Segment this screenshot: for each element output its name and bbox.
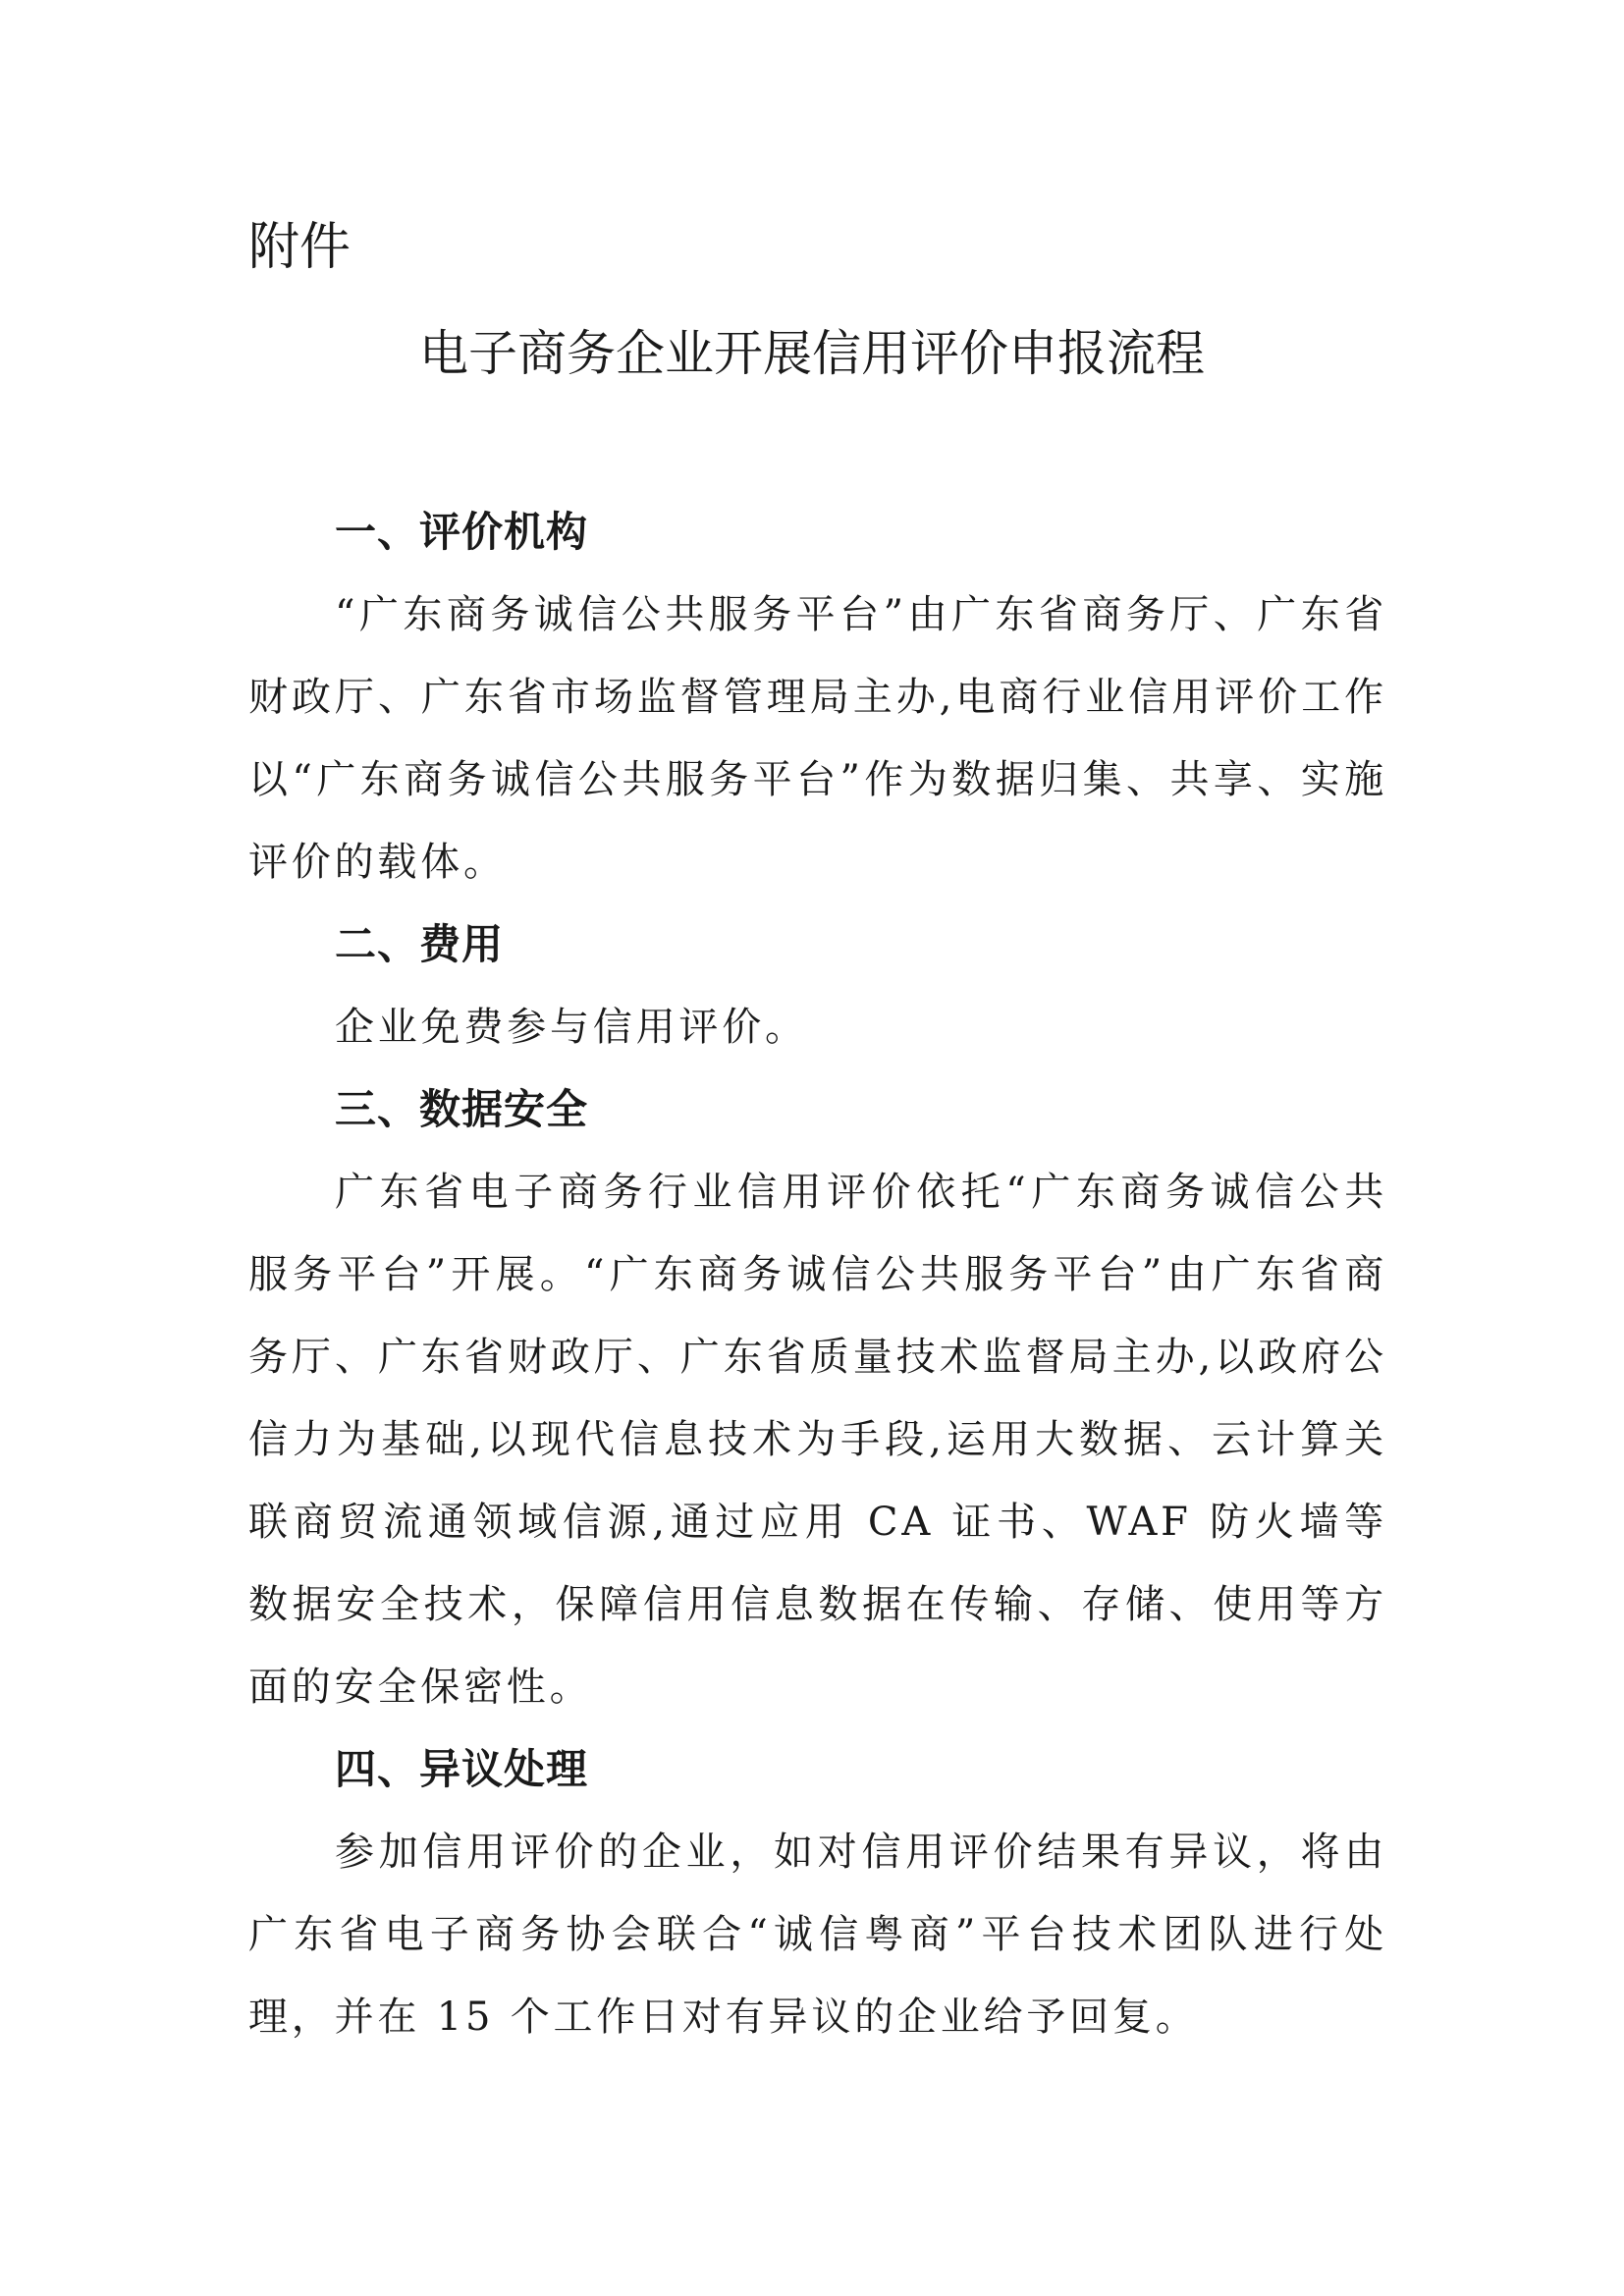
document-title: 电子商务企业开展信用评价申报流程 [419,325,1205,382]
attachment-label: 附件 [248,218,352,277]
document-body [248,491,1387,2058]
section-heading-fees: 二、费用 [335,920,505,968]
section-heading-data-security: 三、数据安全 [335,1085,589,1133]
section-heading-objection-handling: 四、异议处理 [335,1745,589,1793]
section-paragraph-data-security: 广东省电子商务行业信用评价依托“广东商务诚信公共服务平台”开展。“广东商务诚信公共服务平台”由广东省商务厅、广东省财政厅、广东省质量技术监督局主办,以政府公信力为基础,以现代信息技术为手段,运用大数据、云计算关联商贸流通领域信源,通过应用 CA 证书、WAF 防火墙等数据安全技术，保障信用信息数据在传输、存储、使用等方面的安全保密性。 [248,1170,1387,1710]
section-heading-evaluation-agency: 一、评价机构 [335,508,589,556]
section-paragraph-fees: 企业免费参与信用评价。 [335,1005,808,1050]
section-paragraph-evaluation-agency: “广东商务诚信公共服务平台”由广东省商务厅、广东省财政厅、广东省市场监督管理局主办,电商行业信用评价工作以“广东商务诚信公共服务平台”作为数据归集、共享、实施评价的载体。 [248,592,1387,885]
section-paragraph-objection-handling: 参加信用评价的企业，如对信用评价结果有异议，将由广东省电子商务协会联合“诚信粤商”平台技术团队进行处理，并在 15 个工作日对有异议的企业给予回复。 [248,1830,1387,2040]
